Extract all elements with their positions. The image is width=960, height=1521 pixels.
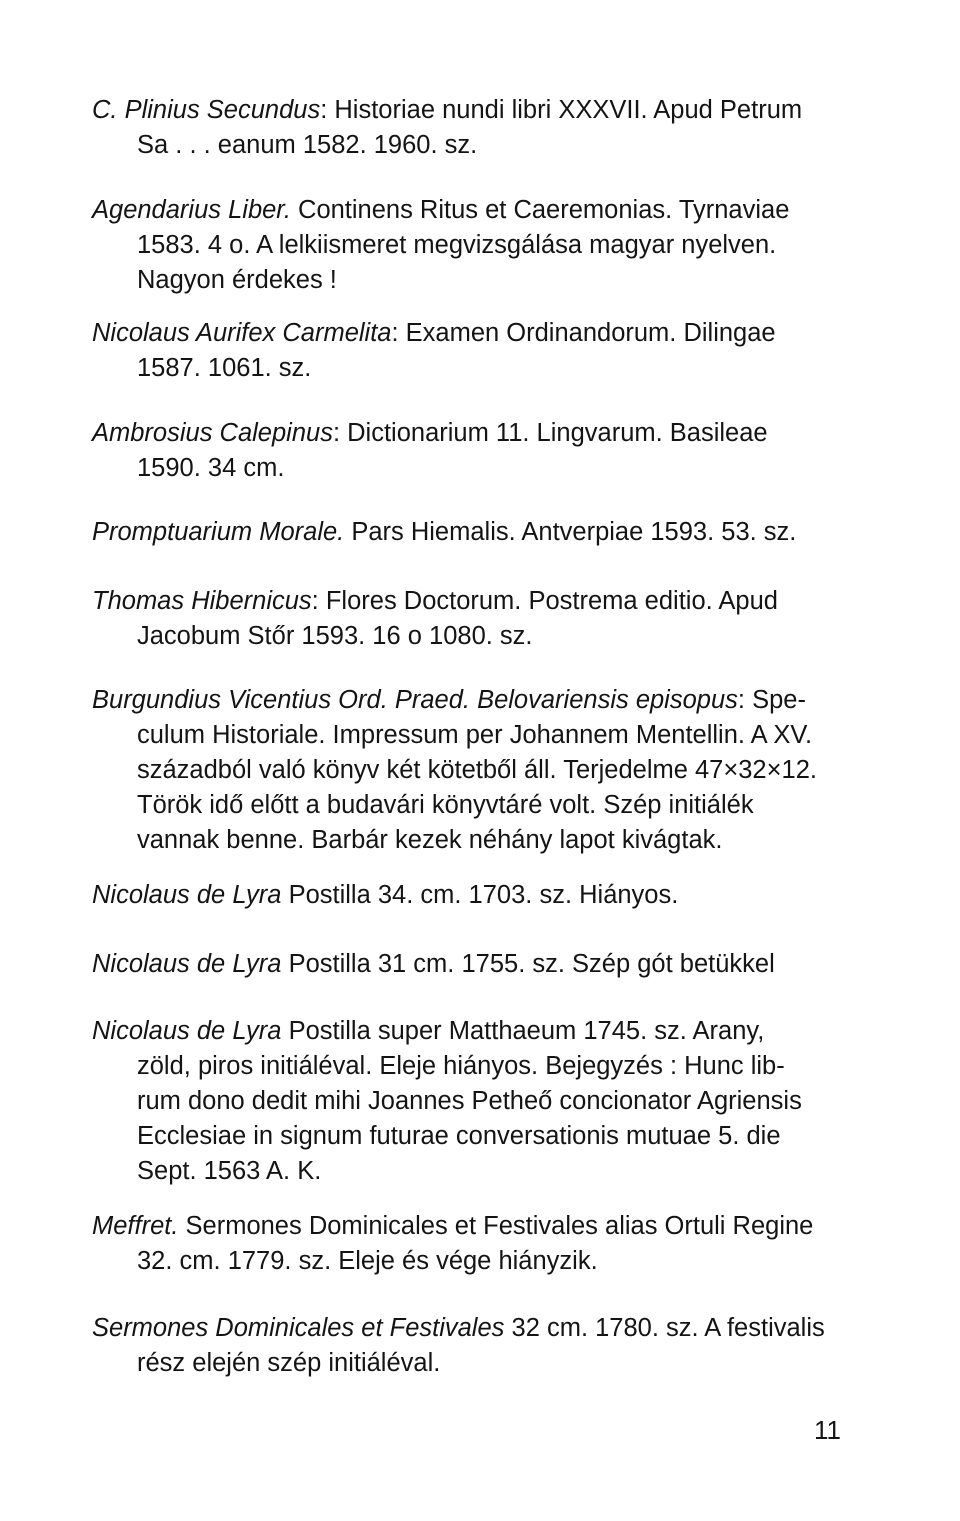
catalog-entry [92,1209,852,1279]
entry-continuation-line: Jacobum Stőr 1593. 16 o 1080. sz. [137,622,533,650]
entry-first-line [92,193,852,228]
entry-first-line [92,1014,852,1049]
catalog-entry [92,193,852,298]
entry-author: Nicolaus de Lyra [92,1017,282,1045]
entry-first-line [92,416,852,451]
entry-first-line [92,515,852,550]
entry-text: : Spe- [737,686,806,714]
entry-continuation-line: 1590. 34 cm. [137,454,285,482]
catalog-entry [92,1014,852,1189]
page-number: 11 [814,1415,841,1445]
catalog-entry [92,584,852,654]
entry-continuation-line: rum dono dedit mihi Joannes Petheő concionator Agriensis [137,1087,802,1115]
entry-author: Meffret. [92,1212,179,1240]
entry-text: : Examen Ordinandorum. Dilingae [391,319,776,347]
entry-continuation-line: századból való könyv két kötetből áll. Terjedelme 47×32×12. [137,756,817,784]
entry-text: : Flores Doctorum. Postrema editio. Apud [311,587,778,615]
entry-text: Postilla super Matthaeum 1745. sz. Arany, [281,1017,765,1045]
entry-first-line [92,93,852,128]
entry-continuation-line: zöld, piros initiáléval. Eleje hiányos. Bejegyzés : Hunc lib- [137,1052,785,1080]
entry-first-line [92,1311,852,1346]
entry-first-line [92,316,852,351]
entry-first-line [92,584,852,619]
entry-author: Promptuarium Morale. [92,518,345,546]
entry-text: 32 cm. 1780. sz. A festivalis [504,1314,825,1342]
entry-continuation-line: Sa . . . eanum 1582. 1960. sz. [137,131,478,159]
entry-author: Sermones Dominicales et Festivales [92,1314,505,1342]
entry-continuation-line: 32. cm. 1779. sz. Eleje és vége hiányzik. [137,1247,598,1275]
entry-continuation-line: Sept. 1563 A. K. [137,1157,322,1185]
entry-continuation-line: 1583. 4 o. A lelkiismeret megvizsgálása magyar nyelven. [137,231,777,259]
entry-author: Agendarius Liber. [92,196,291,224]
entry-first-line [92,683,852,718]
catalog-entry [92,947,852,982]
entry-first-line [92,1209,852,1244]
entry-first-line [92,947,852,982]
entry-author: Burgundius Vicentius Ord. Praed. Belovariensis episopus [92,686,738,714]
entry-text: Sermones Dominicales et Festivales alias Ortuli Regine [178,1212,814,1240]
entry-author: Nicolaus de Lyra [92,950,282,978]
catalog-entry [92,683,852,858]
entry-continuation-line: Török idő előtt a budavári könyvtáré volt. Szép initiálék [137,791,754,819]
entry-author: C. Plinius Secundus [92,96,321,124]
entry-author: Ambrosius Calepinus [92,419,333,447]
entry-continuation-line: Nagyon érdekes ! [137,266,337,294]
catalog-entry [92,515,852,550]
catalog-entry [92,416,852,486]
entry-author: Thomas Hibernicus [92,587,312,615]
entry-author: Nicolaus Aurifex Carmelita [92,319,392,347]
entry-text: Postilla 31 cm. 1755. sz. Szép gót betükkel [281,950,775,978]
entry-text: Postilla 34. cm. 1703. sz. Hiányos. [281,881,679,909]
entry-text: : Historiae nundi libri XXXVII. Apud Petrum [320,96,803,124]
entry-text: : Dictionarium 11. Lingvarum. Basileae [332,419,768,447]
catalog-entry [92,93,852,163]
catalog-entry [92,316,852,386]
entry-text: Continens Ritus et Caeremonias. Tyrnaviae [290,196,790,224]
entry-continuation-line: rész elején szép initiáléval. [137,1349,441,1377]
entry-continuation-line: Ecclesiae in signum futurae conversationis mutuae 5. die [137,1122,781,1150]
entry-first-line [92,878,852,913]
catalog-entry [92,878,852,913]
entry-text: Pars Hiemalis. Antverpiae 1593. 53. sz. [344,518,797,546]
entry-continuation-line: vannak benne. Barbár kezek néhány lapot kivágtak. [137,826,723,854]
catalog-entry [92,1311,852,1381]
entry-author: Nicolaus de Lyra [92,881,282,909]
entry-continuation-line: 1587. 1061. sz. [137,354,312,382]
entry-continuation-line: culum Historiale. Impressum per Johannem Mentellin. A XV. [137,721,813,749]
